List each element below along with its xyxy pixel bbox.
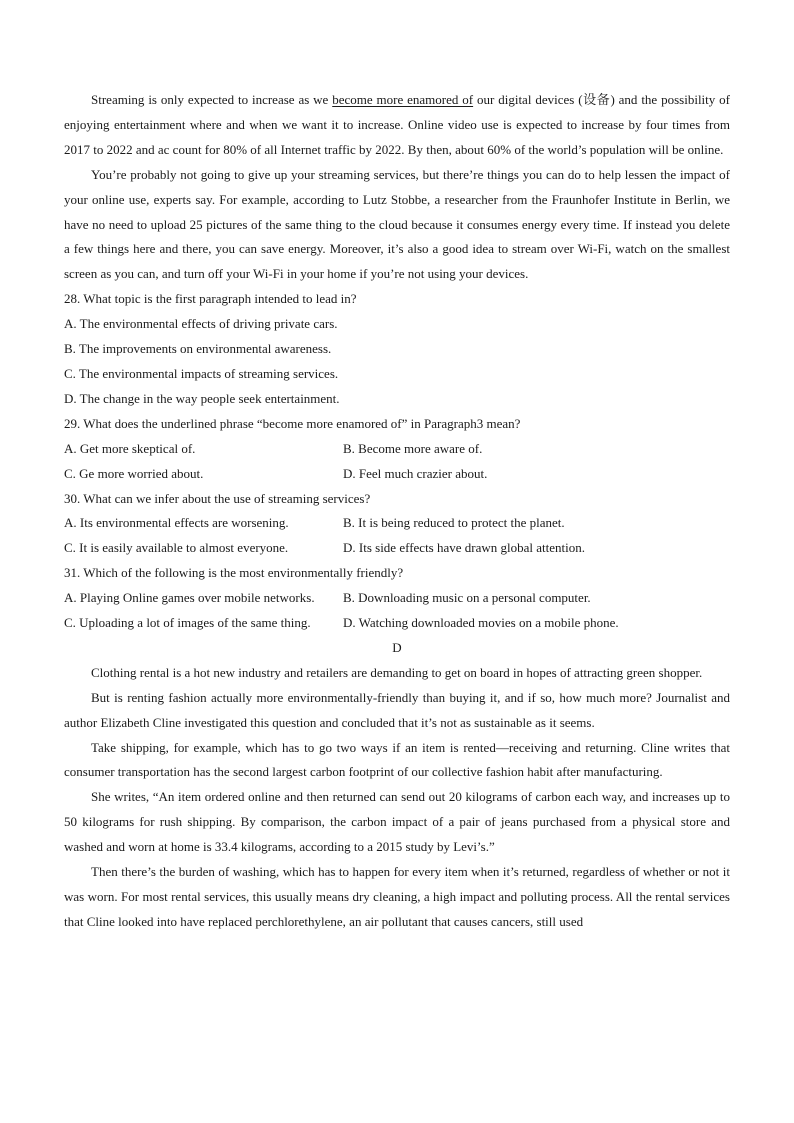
passage-d-paragraph-3: Take shipping, for example, which has to go two ways if an item is rented—receiving and returning. Cline writes that consumer transportation has the second largest carbon footprint of our collective fashion habit after manufacturing. bbox=[64, 739, 730, 780]
passage-d-paragraph-1: Clothing rental is a hot new industry and retailers are demanding to get on board in hopes of attracting green shopper. bbox=[91, 664, 703, 680]
option-d: D. Feel much crazier about. bbox=[343, 465, 488, 481]
paragraph-text: our digital devices (设备) and the possibility of enjoying entertainment where and when we want it to increase. Online video use is expected to increase by four times from 2017 to 2022 and ac count for 80% of all Internet traffic by 2022. By then, about 60% of the world’s population will be online. bbox=[64, 92, 730, 157]
option-b: B. It is being reduced to protect the planet. bbox=[343, 515, 565, 531]
exam-page bbox=[64, 88, 730, 935]
options-row-2 bbox=[64, 462, 730, 487]
question-30 bbox=[64, 487, 730, 562]
option-a: A. The environmental effects of driving private cars. bbox=[64, 316, 338, 332]
passage-c-paragraph-2: You’re probably not going to give up your streaming services, but there’re things you can do to help lessen the impact of your online use, experts say. For example, according to Lutz Stobbe, a researcher from the Fraunhofer Institute in Berlin, we have no need to upload 25 pictures of the same thing to the cloud because it consumes energy every time. If instead you delete a few things here and there, you can save energy. Moreover, it’s also a good idea to stream over Wi-Fi, watch on the smallest screen as you can, and turn off your Wi-Fi in your home if you’re not using your devices. bbox=[64, 166, 730, 282]
option-d: D. The change in the way people seek entertainment. bbox=[64, 390, 340, 406]
passage-d-paragraph-2: But is renting fashion actually more environmentally-friendly than buying it, and if so, how much more? Journalist and author Elizabeth Cline investigated this question and concluded that it’s not as sustainable as it seems. bbox=[64, 689, 730, 730]
question-28 bbox=[64, 287, 730, 412]
question-stem: 28. What topic is the first paragraph intended to lead in? bbox=[64, 291, 357, 307]
option-a: A. Its environmental effects are worsening. bbox=[64, 515, 289, 531]
section-label-d: D bbox=[392, 639, 402, 655]
option-a: A. Get more skeptical of. bbox=[64, 440, 196, 456]
underlined-phrase: become more enamored of bbox=[332, 92, 474, 107]
option-c: C. The environmental impacts of streaming services. bbox=[64, 365, 339, 381]
option-b: B. Become more aware of. bbox=[343, 440, 483, 456]
options-row-2 bbox=[64, 611, 730, 636]
option-c: C. It is easily available to almost everyone. bbox=[64, 540, 289, 556]
options-row-1 bbox=[64, 437, 730, 462]
question-31 bbox=[64, 561, 730, 636]
option-a: A. Playing Online games over mobile networks. bbox=[64, 590, 315, 606]
question-stem: 30. What can we infer about the use of streaming services? bbox=[64, 490, 371, 506]
option-d: D. Watching downloaded movies on a mobile phone. bbox=[343, 615, 619, 631]
option-b: B. The improvements on environmental awareness. bbox=[64, 341, 332, 357]
question-stem: 29. What does the underlined phrase “become more enamored of” in Paragraph3 mean? bbox=[64, 415, 521, 431]
options-row-1 bbox=[64, 511, 730, 536]
paragraph-text: Streaming is only expected to increase as we bbox=[91, 92, 333, 107]
passage-d-paragraph-4: She writes, “An item ordered online and then returned can send out 20 kilograms of carbon each way, and increases up to 50 kilograms for rush shipping. By comparison, the carbon impact of a pair of jeans purchased from a physical store and washed and worn at home is 33.4 kilograms, according to a 2015 study by Levi’s.” bbox=[64, 789, 730, 855]
option-b: B. Downloading music on a personal computer. bbox=[343, 590, 591, 606]
option-c: C. Uploading a lot of images of the same thing. bbox=[64, 615, 311, 631]
options-row-1 bbox=[64, 586, 730, 611]
passage-c-paragraph-1 bbox=[64, 88, 730, 163]
option-d: D. Its side effects have drawn global attention. bbox=[343, 540, 585, 556]
passage-d-paragraph-5: Then there’s the burden of washing, which has to happen for every item when it’s returned, regardless of whether or not it was worn. For most rental services, this usually means dry cleaning, a high impact and polluting process. All the rental services that Cline looked into have replaced perchlorethylene, an air pollutant that causes cancers, still used bbox=[64, 864, 730, 929]
option-c: C. Ge more worried about. bbox=[64, 465, 204, 481]
question-stem: 31. Which of the following is the most environmentally friendly? bbox=[64, 565, 404, 581]
options-row-2 bbox=[64, 536, 730, 561]
question-29 bbox=[64, 412, 730, 487]
